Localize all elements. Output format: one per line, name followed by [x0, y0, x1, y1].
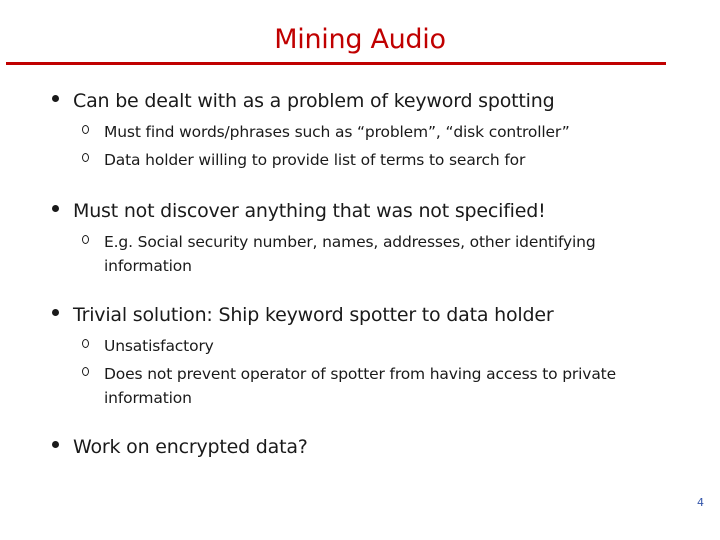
bullet-dot-icon [52, 205, 59, 212]
bullet-text: Work on encrypted data? [73, 436, 308, 458]
sub-bullet-text: Must find words/phrases such as “problem”, “disk controller” [104, 123, 570, 141]
sub-bullet-icon [82, 125, 89, 134]
title-underline [6, 62, 666, 65]
sub-bullet-icon [82, 235, 89, 244]
bullet-text: Must not discover anything that was not specified! [73, 200, 546, 222]
sub-bullet-text: Unsatisfactory [104, 337, 214, 355]
bullet-text: Trivial solution: Ship keyword spotter to data holder [73, 304, 554, 326]
sub-bullet-text: Data holder willing to provide list of terms to search for [104, 151, 526, 169]
sub-bullet-text: Does not prevent operator of spotter from having access to private information [104, 365, 616, 407]
sub-bullet-icon [82, 367, 89, 376]
bullet-dot-icon [52, 95, 59, 102]
page-number: 4 [697, 496, 704, 509]
bullet-dot-icon [52, 309, 59, 316]
bullet-dot-icon [52, 441, 59, 448]
bullet-text: Can be dealt with as a problem of keyword spotting [73, 90, 555, 112]
sub-bullet-icon [82, 153, 89, 162]
sub-bullet-text: E.g. Social security number, names, addresses, other identifying information [104, 233, 596, 275]
sub-bullet-icon [82, 339, 89, 348]
slide-title: Mining Audio [274, 24, 446, 55]
